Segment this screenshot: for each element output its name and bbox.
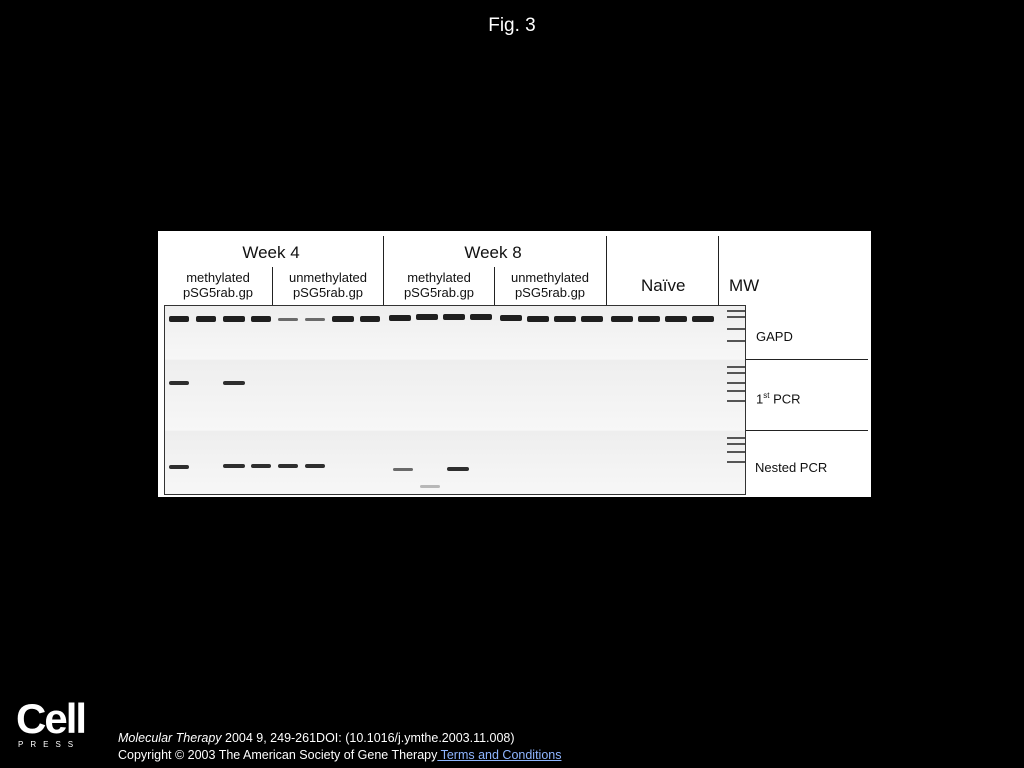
cell-press-logo: Cell PRESS <box>16 695 86 749</box>
gel-figure <box>158 231 871 497</box>
gel-image <box>164 305 746 495</box>
nested-pcr-panel <box>165 431 745 494</box>
group-label-3: methylated pSG5rab.gp <box>403 270 475 300</box>
naive-label: Naïve <box>641 276 686 295</box>
first-pcr-panel <box>165 360 745 430</box>
first-pcr-label: 1st PCR <box>756 391 801 407</box>
gapd-panel <box>165 306 745 359</box>
copyright-text: Copyright © 2003 The American Society of Gene Therapy <box>118 748 438 762</box>
nested-pcr-label: Nested PCR <box>755 460 828 475</box>
group-label-2: unmethylated pSG5rab.gp <box>288 270 368 300</box>
gapd-label: GAPD <box>756 329 793 344</box>
citation <box>118 730 561 764</box>
week8-label: Week 8 <box>464 243 522 262</box>
citation-text: 2004 9, 249-261DOI: (10.1016/j.ymthe.2003.11.008) <box>221 731 515 745</box>
group-label-1: methylated pSG5rab.gp <box>182 270 254 300</box>
group-label-4: unmethylated pSG5rab.gp <box>510 270 590 300</box>
mw-label: MW <box>729 276 760 295</box>
figure-title: Fig. 3 <box>488 15 536 36</box>
terms-link[interactable]: Terms and Conditions <box>437 748 562 762</box>
week4-label: Week 4 <box>242 243 300 262</box>
journal-name: Molecular Therapy <box>118 731 222 745</box>
